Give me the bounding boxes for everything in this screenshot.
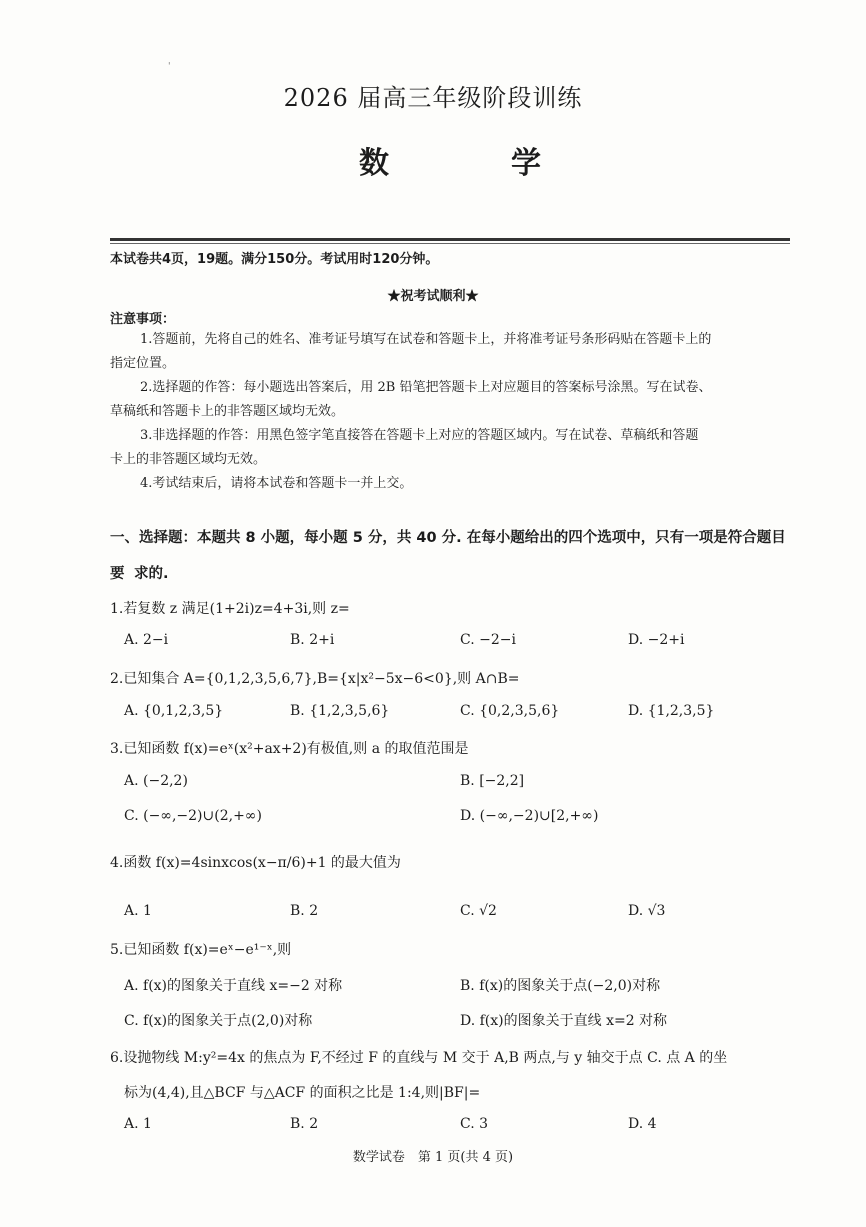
option-c: C. √2 (460, 903, 497, 919)
notice-heading: 注意事项： (110, 312, 176, 327)
question-6: 6.设抛物线 M:y²=4x 的焦点为 F,不经过 F 的直线与 M 交于 A,B 两点,与 y 轴交于点 C. 点 A 的坐 (110, 1050, 728, 1066)
option-c: C. f(x)的图象关于点(2,0)对称 (124, 1013, 313, 1029)
question-1: 1.若复数 z 满足(1+2i)z=4+3i,则 z= (110, 601, 350, 617)
option-a: A. 1 (124, 903, 152, 919)
page-footer: 数学试卷 第 1 页(共 4 页) (352, 1150, 514, 1165)
option-c: C. (−∞,−2)∪(2,+∞) (124, 808, 262, 824)
option-a: A. {0,1,2,3,5} (124, 703, 224, 719)
section-heading: 一、选择题：本题共 8 小题，每小题 5 分，共 40 分. 在每小题给出的四个选项中，只有一项是符合题目要 (110, 530, 786, 582)
notice-item: 2.选择题的作答：每小题选出答案后，用 2B 铅笔把答题卡上对应题目的答案标号涂黑。写在试卷、 (140, 380, 712, 395)
header-divider-thin (110, 243, 790, 244)
option-a: A. 1 (124, 1116, 152, 1132)
option-c: C. {0,2,3,5,6} (460, 703, 560, 719)
option-a: A. f(x)的图象关于直线 x=−2 对称 (124, 978, 343, 994)
good-luck-banner: ★祝考试顺利★ (387, 289, 479, 304)
section-heading-cont: 求的. (134, 566, 169, 582)
option-b: B. 2+i (290, 632, 335, 648)
subject-title: 数 学 (359, 146, 587, 181)
question-2: 2.已知集合 A={0,1,2,3,5,6,7},B={x|x²−5x−6<0},则 A∩B= (110, 671, 520, 687)
option-b: B. f(x)的图象关于点(−2,0)对称 (460, 978, 661, 994)
question-5: 5.已知函数 f(x)=eˣ−e¹⁻ˣ,则 (110, 942, 292, 958)
option-d: D. −2+i (628, 632, 685, 648)
notice-item: 1.答题前，先将自己的姓名、准考证号填写在试卷和答题卡上，并将准考证号条形码贴在答题卡上的 (140, 332, 712, 347)
option-a: A. (−2,2) (124, 773, 188, 789)
exam-title: 2026 届高三年级阶段训练 (283, 84, 583, 112)
option-d: D. (−∞,−2)∪[2,+∞) (460, 808, 599, 824)
question-4: 4.函数 f(x)=4sinxcos(x−π/6)+1 的最大值为 (110, 855, 401, 871)
option-c: C. 3 (460, 1116, 489, 1132)
exam-info: 本试卷共4页，19题。满分150分。考试用时120分钟。 (110, 252, 439, 267)
option-c: C. −2−i (460, 632, 516, 648)
scan-mark: ' (168, 62, 171, 72)
question-3: 3.已知函数 f(x)=eˣ(x²+ax+2)有极值,则 a 的取值范围是 (110, 741, 469, 757)
question-6-cont: 标为(4,4),且△BCF 与△ACF 的面积之比是 1:4,则|BF|= (124, 1085, 481, 1101)
option-b: B. 2 (290, 1116, 319, 1132)
option-d: D. √3 (628, 903, 666, 919)
option-d: D. f(x)的图象关于直线 x=2 对称 (460, 1013, 668, 1029)
option-b: B. {1,2,3,5,6} (290, 703, 390, 719)
option-a: A. 2−i (124, 632, 169, 648)
notice-item: 指定位置。 (110, 356, 176, 371)
notice-item: 卡上的非答题区域均无效。 (110, 452, 267, 467)
notice-item: 4.考试结束后，请将本试卷和答题卡一并上交。 (140, 476, 413, 491)
option-b: B. [−2,2] (460, 773, 525, 789)
header-divider (110, 238, 790, 241)
notice-item: 3.非选择题的作答：用黑色签字笔直接答在答题卡上对应的答题区域内。写在试卷、草稿纸和答题 (140, 428, 699, 443)
option-d: D. {1,2,3,5} (628, 703, 715, 719)
notice-item: 草稿纸和答题卡上的非答题区域均无效。 (110, 404, 345, 419)
option-b: B. 2 (290, 903, 319, 919)
option-d: D. 4 (628, 1116, 657, 1132)
